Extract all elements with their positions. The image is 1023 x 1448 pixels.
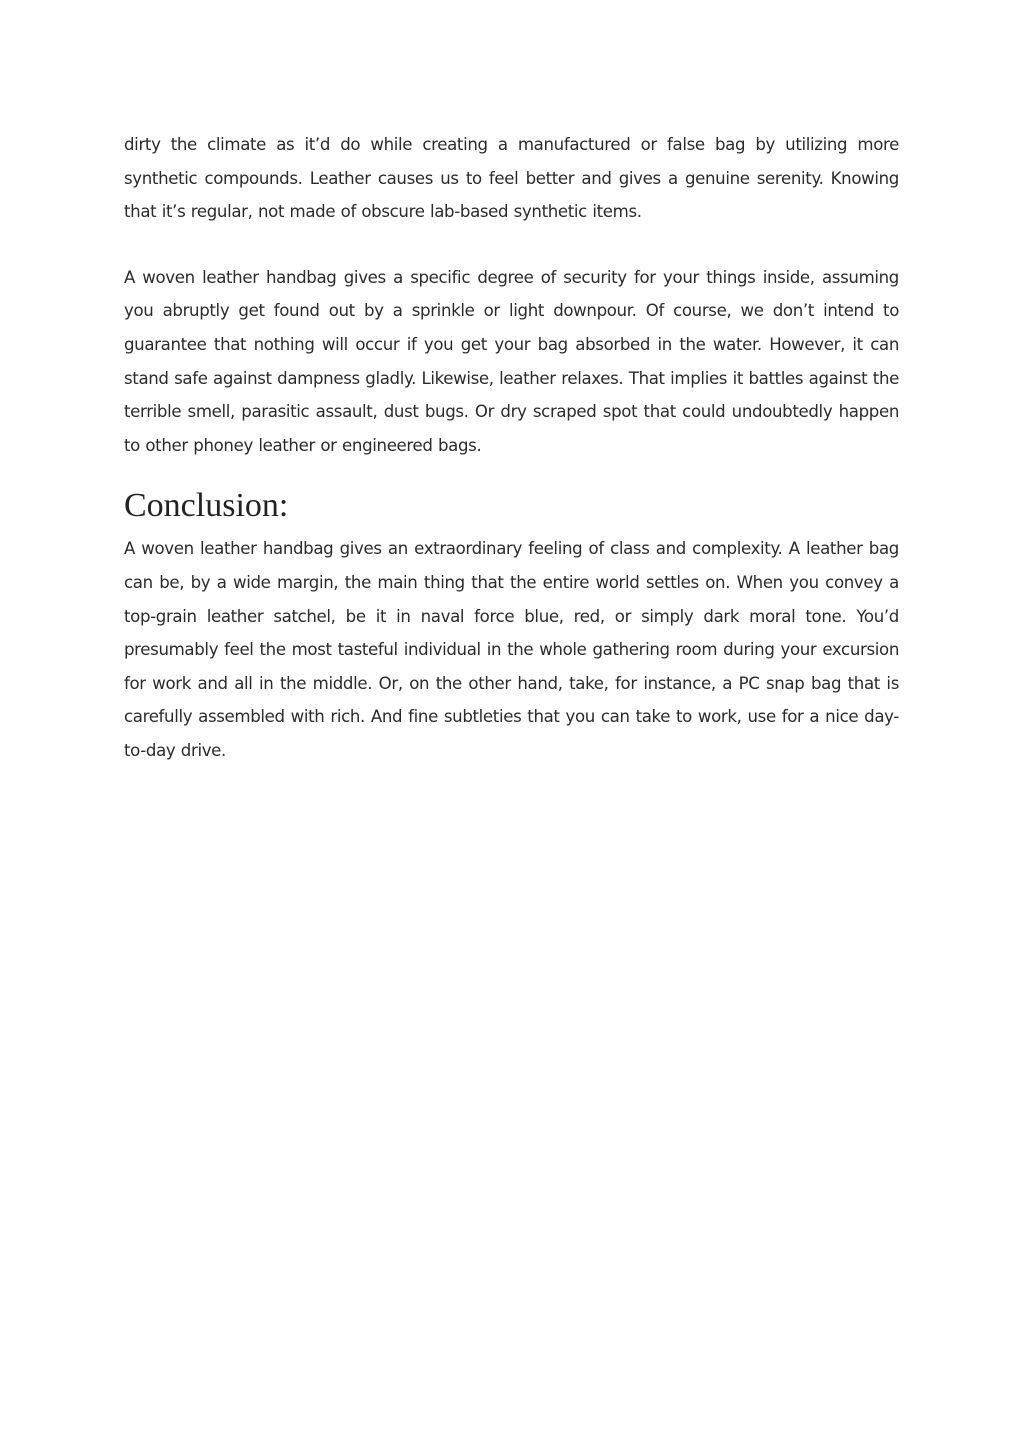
- body-paragraph: A woven leather handbag gives a specific degree of security for your things inside, assuming you abruptly get found out by a sprinkle or light downpour. Of course, we don’t intend to guarantee that nothing will occur if you get your bag absorbed in the water. However, it can stand safe against dampness gladly. Likewise, leather relaxes. That implies it battles against the terrible smell, parasitic assault, dust bugs. Or dry scraped spot that could undoubtedly happen to other phoney leather or engineered bags.: [124, 267, 899, 455]
- document-page: [124, 128, 899, 768]
- conclusion-paragraph: A woven leather handbag gives an extraordinary feeling of class and complexity. A leather bag can be, by a wide margin, the main thing that the entire world settles on. When you convey a top-grain leather satchel, be it in naval force blue, red, or simply dark moral tone. You’d presumably feel the most tasteful individual in the whole gathering room during your excursion for work and all in the middle. Or, on the other hand, take, for instance, a PC snap bag that is carefully assembled with rich. And fine subtleties that you can take to work, use for a nice day-to-day drive.: [124, 539, 899, 760]
- section-heading: Conclusion:: [124, 487, 289, 525]
- body-paragraph: dirty the climate as it’d do while creating a manufactured or false bag by utilizing more synthetic compounds. Leather causes us to feel better and gives a genuine serenity. Knowing that it’s regular, not made of obscure lab-based synthetic items.: [124, 135, 899, 222]
